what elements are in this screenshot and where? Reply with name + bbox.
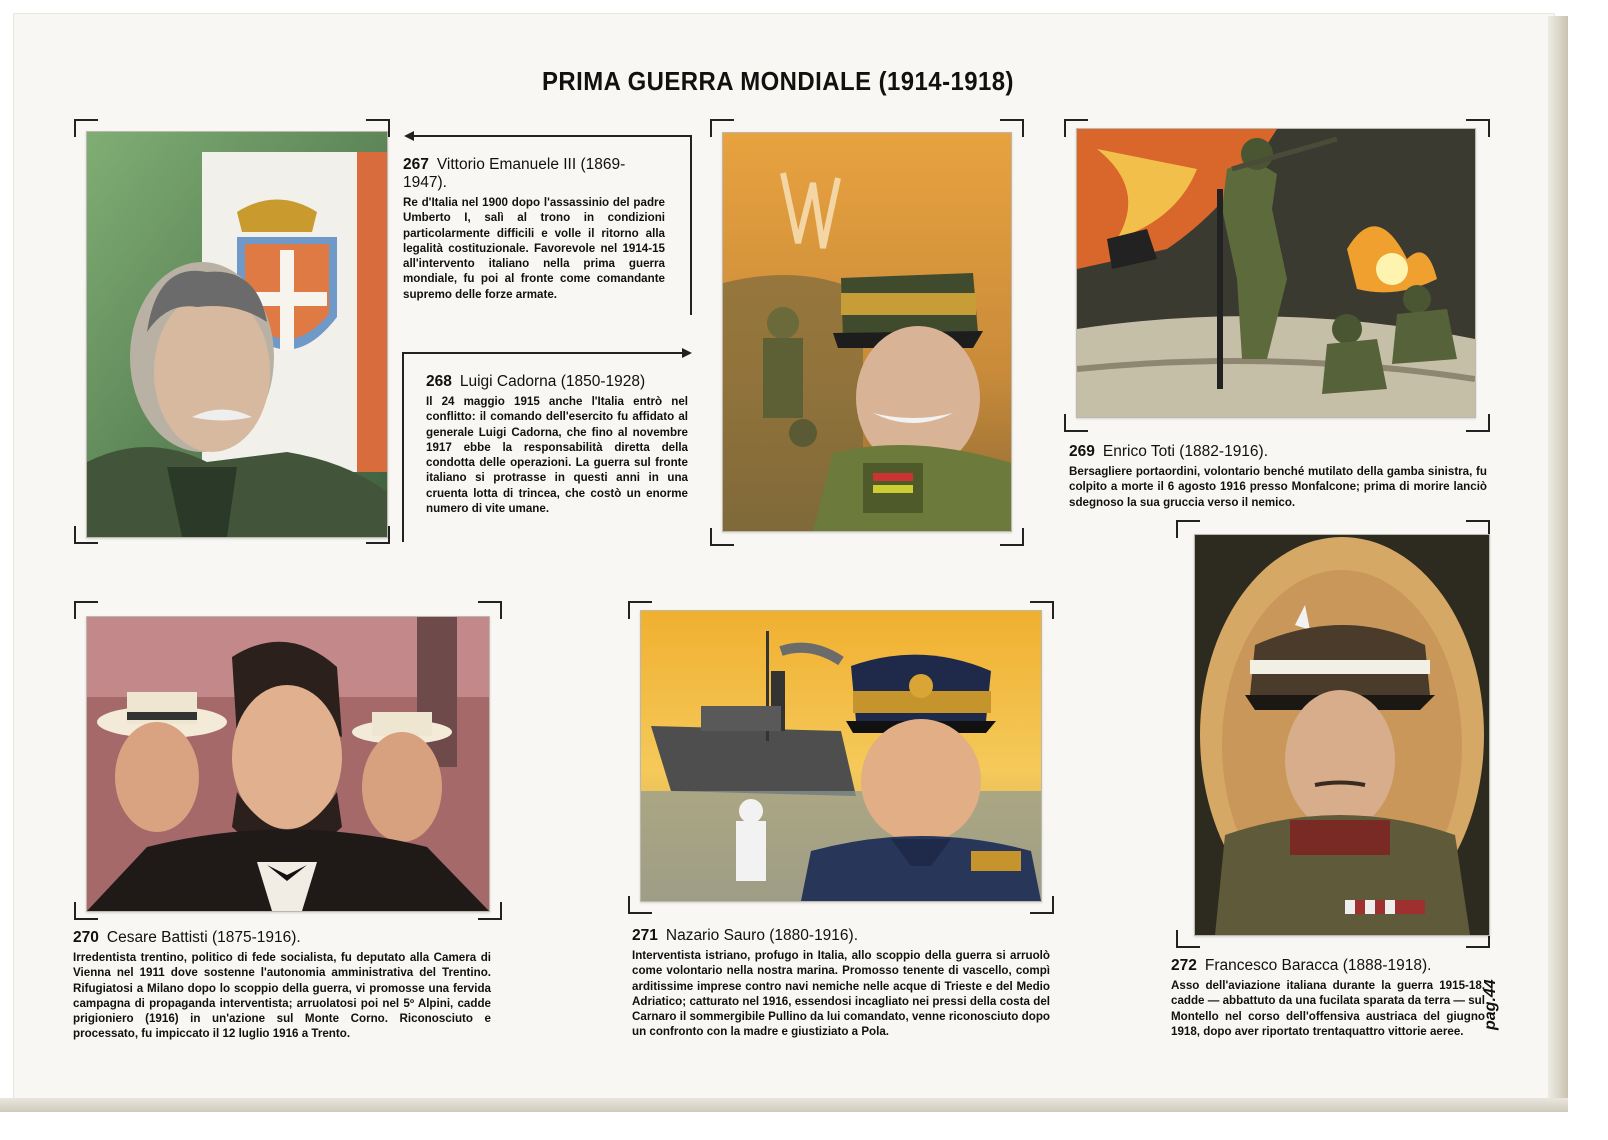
sticker-card-270: [86, 616, 490, 912]
entry-number: 270: [73, 929, 99, 946]
entry-267: [403, 156, 665, 302]
entry-number: 268: [426, 373, 452, 390]
entry-text: Bersagliere portaordini, volontario benché mutilato della gamba sinistra, fu colpito a morte il 6 agosto 1916 presso Monfalcone; prima di morire lanciò sdegnoso la sua gruccia verso il nemico.: [1069, 465, 1487, 509]
entry-272: [1171, 957, 1485, 1039]
entry-number: 269: [1069, 443, 1095, 460]
entry-title: Nazario Sauro (1880-1916).: [665, 927, 859, 944]
entry-title: Vittorio Emanuele III (1869-1947).: [403, 156, 626, 191]
entry-text: Re d'Italia nel 1900 dopo l'assassinio del padre Umberto I, salì al trono in condizioni particolarmente difficili e volle il ritorno alla legalità costituzionale. Favorevole nel 1914-15 all'intervento italiano nella prima guerra mondiale, fu poi al fronte come comandante supremo delle forze armate.: [403, 196, 665, 301]
crowd-illustration: [87, 617, 489, 911]
entry-text: Interventista istriano, profugo in Italia, allo scoppio della guerra si arruolò come volontario nella nostra marina. Promosso tenente di vascello, compì arditissime imprese contro navi nemiche nelle acque di Trieste e del Medio Adriatico; catturato nel 1916, essendosi incagliato nei pressi della costa del Carnaro il sommergibile Pullino da lui comandato, venne riconosciuto dopo un confronto con la madre e giustiziato a Pola.: [632, 949, 1050, 1039]
entry-268: [426, 373, 688, 516]
battle-illustration: [1077, 129, 1475, 417]
sticker-card-269: [1076, 128, 1476, 418]
portrait-illustration: [87, 132, 387, 537]
entry-title: Francesco Baracca (1888-1918).: [1204, 957, 1432, 974]
portrait-illustration: [723, 133, 1011, 531]
page-edge: [1548, 16, 1568, 1098]
entry-title: Cesare Battisti (1875-1916).: [106, 929, 301, 946]
entry-text: Asso dell'aviazione italiana durante la guerra 1915-18, cadde — abbattuto da una fucilata sparata da terra — sul Montello nel corso dell'offensiva austriaca del giugno 1918, dopo aver riportato trentaquattro vittorie aeree.: [1171, 979, 1485, 1038]
connector-line: [412, 135, 692, 137]
page-number: pag.44: [1482, 979, 1499, 1030]
entry-270: [73, 929, 491, 1042]
text-bracket: [690, 135, 692, 315]
entry-269: [1069, 443, 1487, 510]
entry-heading: [426, 373, 688, 391]
arrow-right-icon: [682, 348, 692, 358]
entry-text: Irredentista trentino, politico di fede socialista, fu deputato alla Camera di Vienna nel 1911 dove sostenne l'autonomia amministrativa del Trentino. Rifugiatosi a Milano dopo lo scoppio della guerra, vi promosse una fervida campagna di propaganda interventista; arruolatosi poi nel 5º Alpini, cadde prigioniero (1916) in un'azione sul Monte Corno. Riconosciuto e processato, fu impiccato il 12 luglio 1916 a Trento.: [73, 951, 491, 1041]
page-edge-bottom: [0, 1098, 1568, 1112]
entry-number: 267: [403, 156, 429, 173]
entry-heading: [1171, 957, 1485, 975]
entry-number: 272: [1171, 957, 1197, 974]
connector-line: [402, 352, 682, 354]
sticker-card-271: [640, 610, 1042, 902]
entry-heading: [632, 927, 1050, 945]
portrait-illustration: [1195, 535, 1489, 935]
entry-title: Enrico Toti (1882-1916).: [1102, 443, 1269, 460]
entry-title: Luigi Cadorna (1850-1928): [459, 373, 646, 390]
sticker-card-272: [1194, 534, 1490, 936]
entry-271: [632, 927, 1050, 1040]
page-title: PRIMA GUERRA MONDIALE (1914-1918): [542, 66, 1014, 96]
text-bracket: [402, 352, 404, 542]
sticker-card-268: [722, 132, 1012, 532]
entry-heading: [403, 156, 665, 192]
sticker-card-267: [86, 131, 388, 538]
entry-number: 271: [632, 927, 658, 944]
entry-heading: [73, 929, 491, 947]
entry-heading: [1069, 443, 1487, 461]
naval-illustration: [641, 611, 1041, 901]
entry-text: Il 24 maggio 1915 anche l'Italia entrò nel conflitto: il comando dell'esercito fu affidato al generale Luigi Cadorna, che fino al novembre 1917 ebbe la responsabilità diretta della condotta delle operazioni. La guerra sul fronte italiano si protrasse in questi anni in una cruenta lotta di trincea, che costò un enorme numero di vite umane.: [426, 395, 688, 516]
